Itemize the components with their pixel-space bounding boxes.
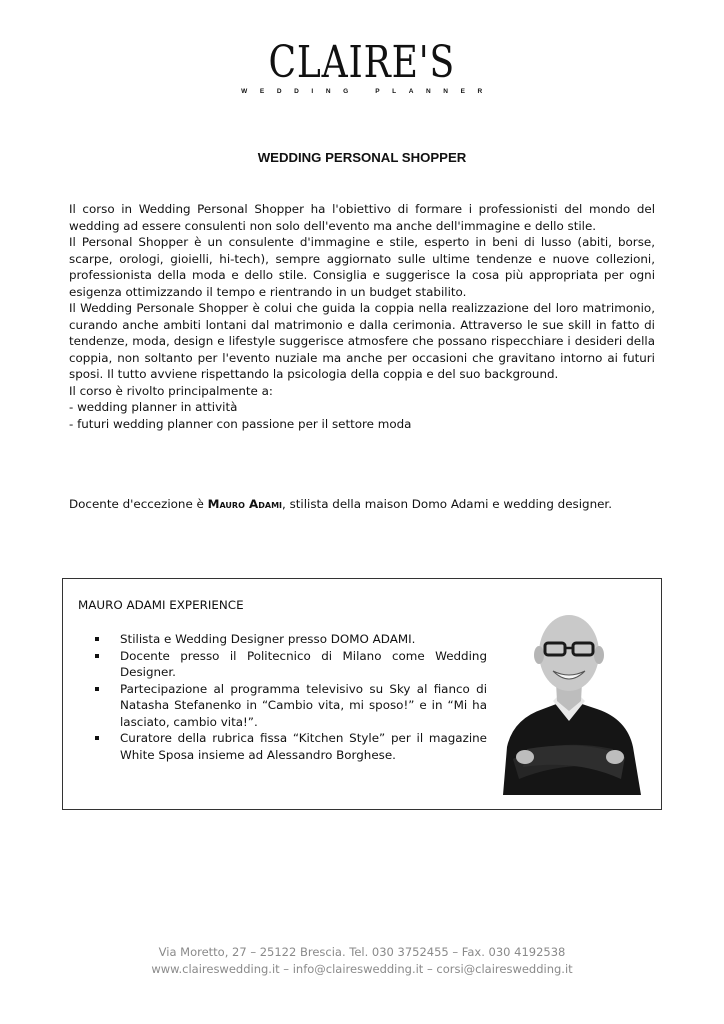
- teacher-paragraph: [69, 496, 655, 513]
- teacher-prefix: Docente d'eccezione è: [69, 497, 208, 511]
- logo-name: CLAIRE'S: [268, 37, 456, 88]
- footer-contacts: [0, 944, 724, 978]
- list-item: Stilista e Wedding Designer presso DOMO ADAMI.: [93, 631, 487, 648]
- experience-list: [93, 631, 487, 763]
- list-item: Partecipazione al programma televisivo su Sky al fianco di Natasha Stefanenko in “Cambio vita, mi sposo!” e in “Mi ha lasciato, cambio vita!”.: [93, 681, 487, 731]
- paragraph-intro: Il corso in Wedding Personal Shopper ha l'obiettivo di formare i professionisti del mondo del wedding ad essere consulenti non solo dell'evento ma anche dell'immagine e dello stile.: [69, 202, 655, 233]
- experience-box: [62, 578, 662, 810]
- logo-tagline: WEDDING PLANNER: [241, 88, 495, 95]
- paragraph-personal-shopper: Il Personal Shopper è un consulente d'immagine e stile, esperto in beni di lusso (abiti, borse, scarpe, orologi, gioielli, hi-tech), sempre aggiornato sulle ultime tendenze e nuove collezioni, professionista della moda e dello stile. Consiglia e suggerisce la cosa più appropriata per ogni esigenza ottimizzando il tempo e rientrando in un budget stabilito.: [69, 235, 655, 299]
- footer-address: Via Moretto, 27 – 25122 Brescia. Tel. 030 3752455 – Fax. 030 4192538: [158, 945, 566, 959]
- experience-title: MAURO ADAMI EXPERIENCE: [78, 598, 244, 612]
- teacher-suffix: , stilista della maison Domo Adami e wedding designer.: [282, 497, 612, 511]
- page-title: WEDDING PERSONAL SHOPPER: [257, 150, 467, 165]
- course-description: [69, 201, 655, 432]
- footer-web-links: www.claireswedding.it – info@claireswedding.it – corsi@claireswedding.it: [151, 962, 573, 976]
- portrait-photo: [493, 597, 646, 795]
- paragraph-audience: Il corso è rivolto principalmente a:: [69, 383, 273, 398]
- brand-logo: [0, 37, 724, 95]
- list-item: Docente presso il Politecnico di Milano come Wedding Designer.: [93, 648, 487, 681]
- audience-item: - wedding planner in attività: [69, 400, 238, 414]
- teacher-name: Mauro Adami: [207, 497, 283, 511]
- audience-item: - futuri wedding planner con passione per il settore moda: [69, 416, 412, 431]
- paragraph-wedding-shopper: Il Wedding Personale Shopper è colui che guida la coppia nella realizzazione del loro matrimonio, curando anche ambiti lontani dal matrimonio e dalla cerimonia. Attraverso le sue skill in fatto di tendenze, moda, design e lifestyle suggerisce atmosfere che possano rispecchiare i desideri della coppia, non soltanto per l'evento nuziale ma anche per occasioni che gravitano intorno ai futuri sposi. Il tutto avviene rispettando la psicologia della coppia e del suo background.: [69, 301, 655, 381]
- list-item: Curatore della rubrica fissa “Kitchen Style” per il magazine White Sposa insieme ad Alessandro Borghese.: [93, 730, 487, 763]
